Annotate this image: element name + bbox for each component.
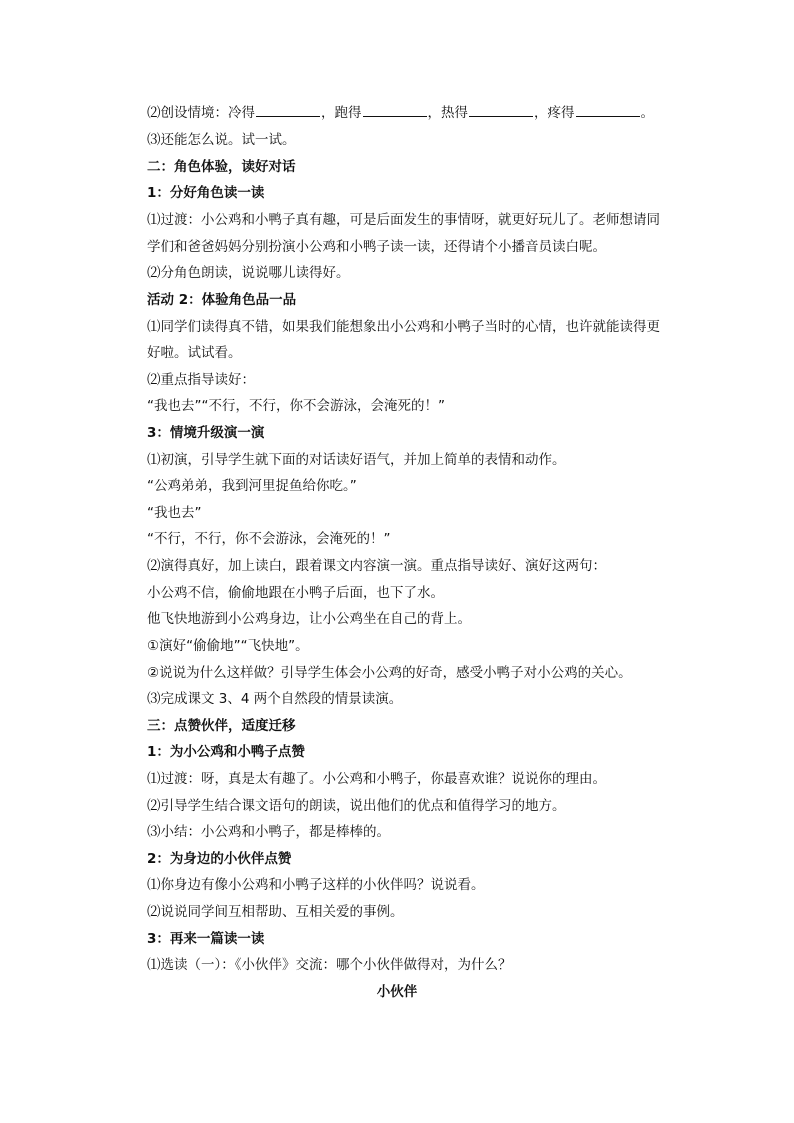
line-1-part-3: ，热得 [427, 105, 468, 121]
line-1-part-5: 。 [640, 105, 654, 121]
quote-line-16: “我也去” [147, 505, 202, 521]
text-line-23: ⑶完成课文 3、4 两个自然段的情景读演。 [147, 691, 403, 707]
text-line-21: ①演好“偷偷地”“飞快地”。 [147, 638, 309, 654]
blank-cold [256, 104, 320, 117]
quote-line-15: “公鸡弟弟，我到河里捉鱼给你吃。” [147, 478, 357, 494]
quote-line-17: “不行，不行，你不会游泳，会淹死的！” [147, 531, 391, 547]
text-line-1 [147, 104, 667, 122]
text-line-31: ⑵说说同学间互相帮助、互相关爱的事例。 [147, 904, 404, 920]
subheading-3-2: 2：为身边的小伙伴点赞 [147, 851, 292, 867]
text-line-28: ⑶小结：小公鸡和小鸭子，都是棒棒的。 [147, 824, 390, 840]
line-1-text: ⑵创设情境：冷得 [147, 105, 255, 121]
text-line-26: ⑴过渡：呀，真是太有趣了。小公鸡和小鸭子，你最喜欢谁？说说你的理由。 [147, 771, 606, 787]
story-title: 小伙伴 [376, 984, 418, 1000]
text-line-9: ⑴同学们读得真不错，如果我们能想象出小公鸡和小鸭子当时的心情，也许就能读得更 [147, 319, 660, 335]
subheading-activity-2: 活动 2：体验角色品一品 [147, 292, 297, 308]
section-heading-2: 二：角色体验，读好对话 [147, 159, 296, 175]
text-line-10: 好啦。试试看。 [147, 345, 242, 361]
line-1-part-4: ，疼得 [534, 105, 575, 121]
text-line-33: ⑴选读（一）：《小伙伴》交流：哪个小伙伴做得对，为什么？ [147, 957, 512, 973]
blank-pain [576, 104, 640, 117]
text-line-18: ⑵演得真好，加上读白，跟着课文内容演一演。重点指导读好、演好这两句： [147, 558, 606, 574]
text-line-7: ⑵分角色朗读，说说哪儿读得好。 [147, 265, 350, 281]
subheading-3-1: 1：为小公鸡和小鸭子点赞 [147, 744, 305, 760]
text-line-19: 小公鸡不信，偷偷地跟在小鸭子后面，也下了水。 [147, 585, 444, 601]
text-line-20: 他飞快地游到小公鸡身边，让小公鸡坐在自己的背上。 [147, 611, 471, 627]
text-line-6: 学们和爸爸妈妈分别扮演小公鸡和小鸭子读一读，还得请个小播音员读白呢。 [147, 239, 606, 255]
text-line-2: ⑶还能怎么说。试一试。 [147, 132, 296, 148]
blank-hot [469, 104, 533, 117]
text-line-27: ⑵引导学生结合课文语句的朗读，说出他们的优点和值得学习的地方。 [147, 798, 566, 814]
subheading-2-3: 3：情境升级演一演 [147, 425, 265, 441]
text-line-11: ⑵重点指导读好： [147, 372, 255, 388]
blank-run [363, 104, 427, 117]
text-line-5: ⑴过渡：小公鸡和小鸭子真有趣，可是后面发生的事情呀，就更好玩儿了。老师想请同 [147, 212, 660, 228]
subheading-3-3: 3：再来一篇读一读 [147, 931, 265, 947]
line-1-part-2: ，跑得 [321, 105, 362, 121]
quote-line-12: “我也去”“不行，不行，你不会游泳，会淹死的！” [147, 398, 445, 414]
subheading-2-1: 1：分好角色读一读 [147, 185, 265, 201]
text-line-22: ②说说为什么这样做？引导学生体会小公鸡的好奇，感受小鸭子对小公鸡的关心。 [147, 665, 632, 681]
text-line-14: ⑴初演，引导学生就下面的对话读好语气，并加上简单的表情和动作。 [147, 452, 566, 468]
section-heading-3: 三：点赞伙伴，适度迁移 [147, 718, 296, 734]
text-line-30: ⑴你身边有像小公鸡和小鸭子这样的小伙伴吗？说说看。 [147, 877, 485, 893]
